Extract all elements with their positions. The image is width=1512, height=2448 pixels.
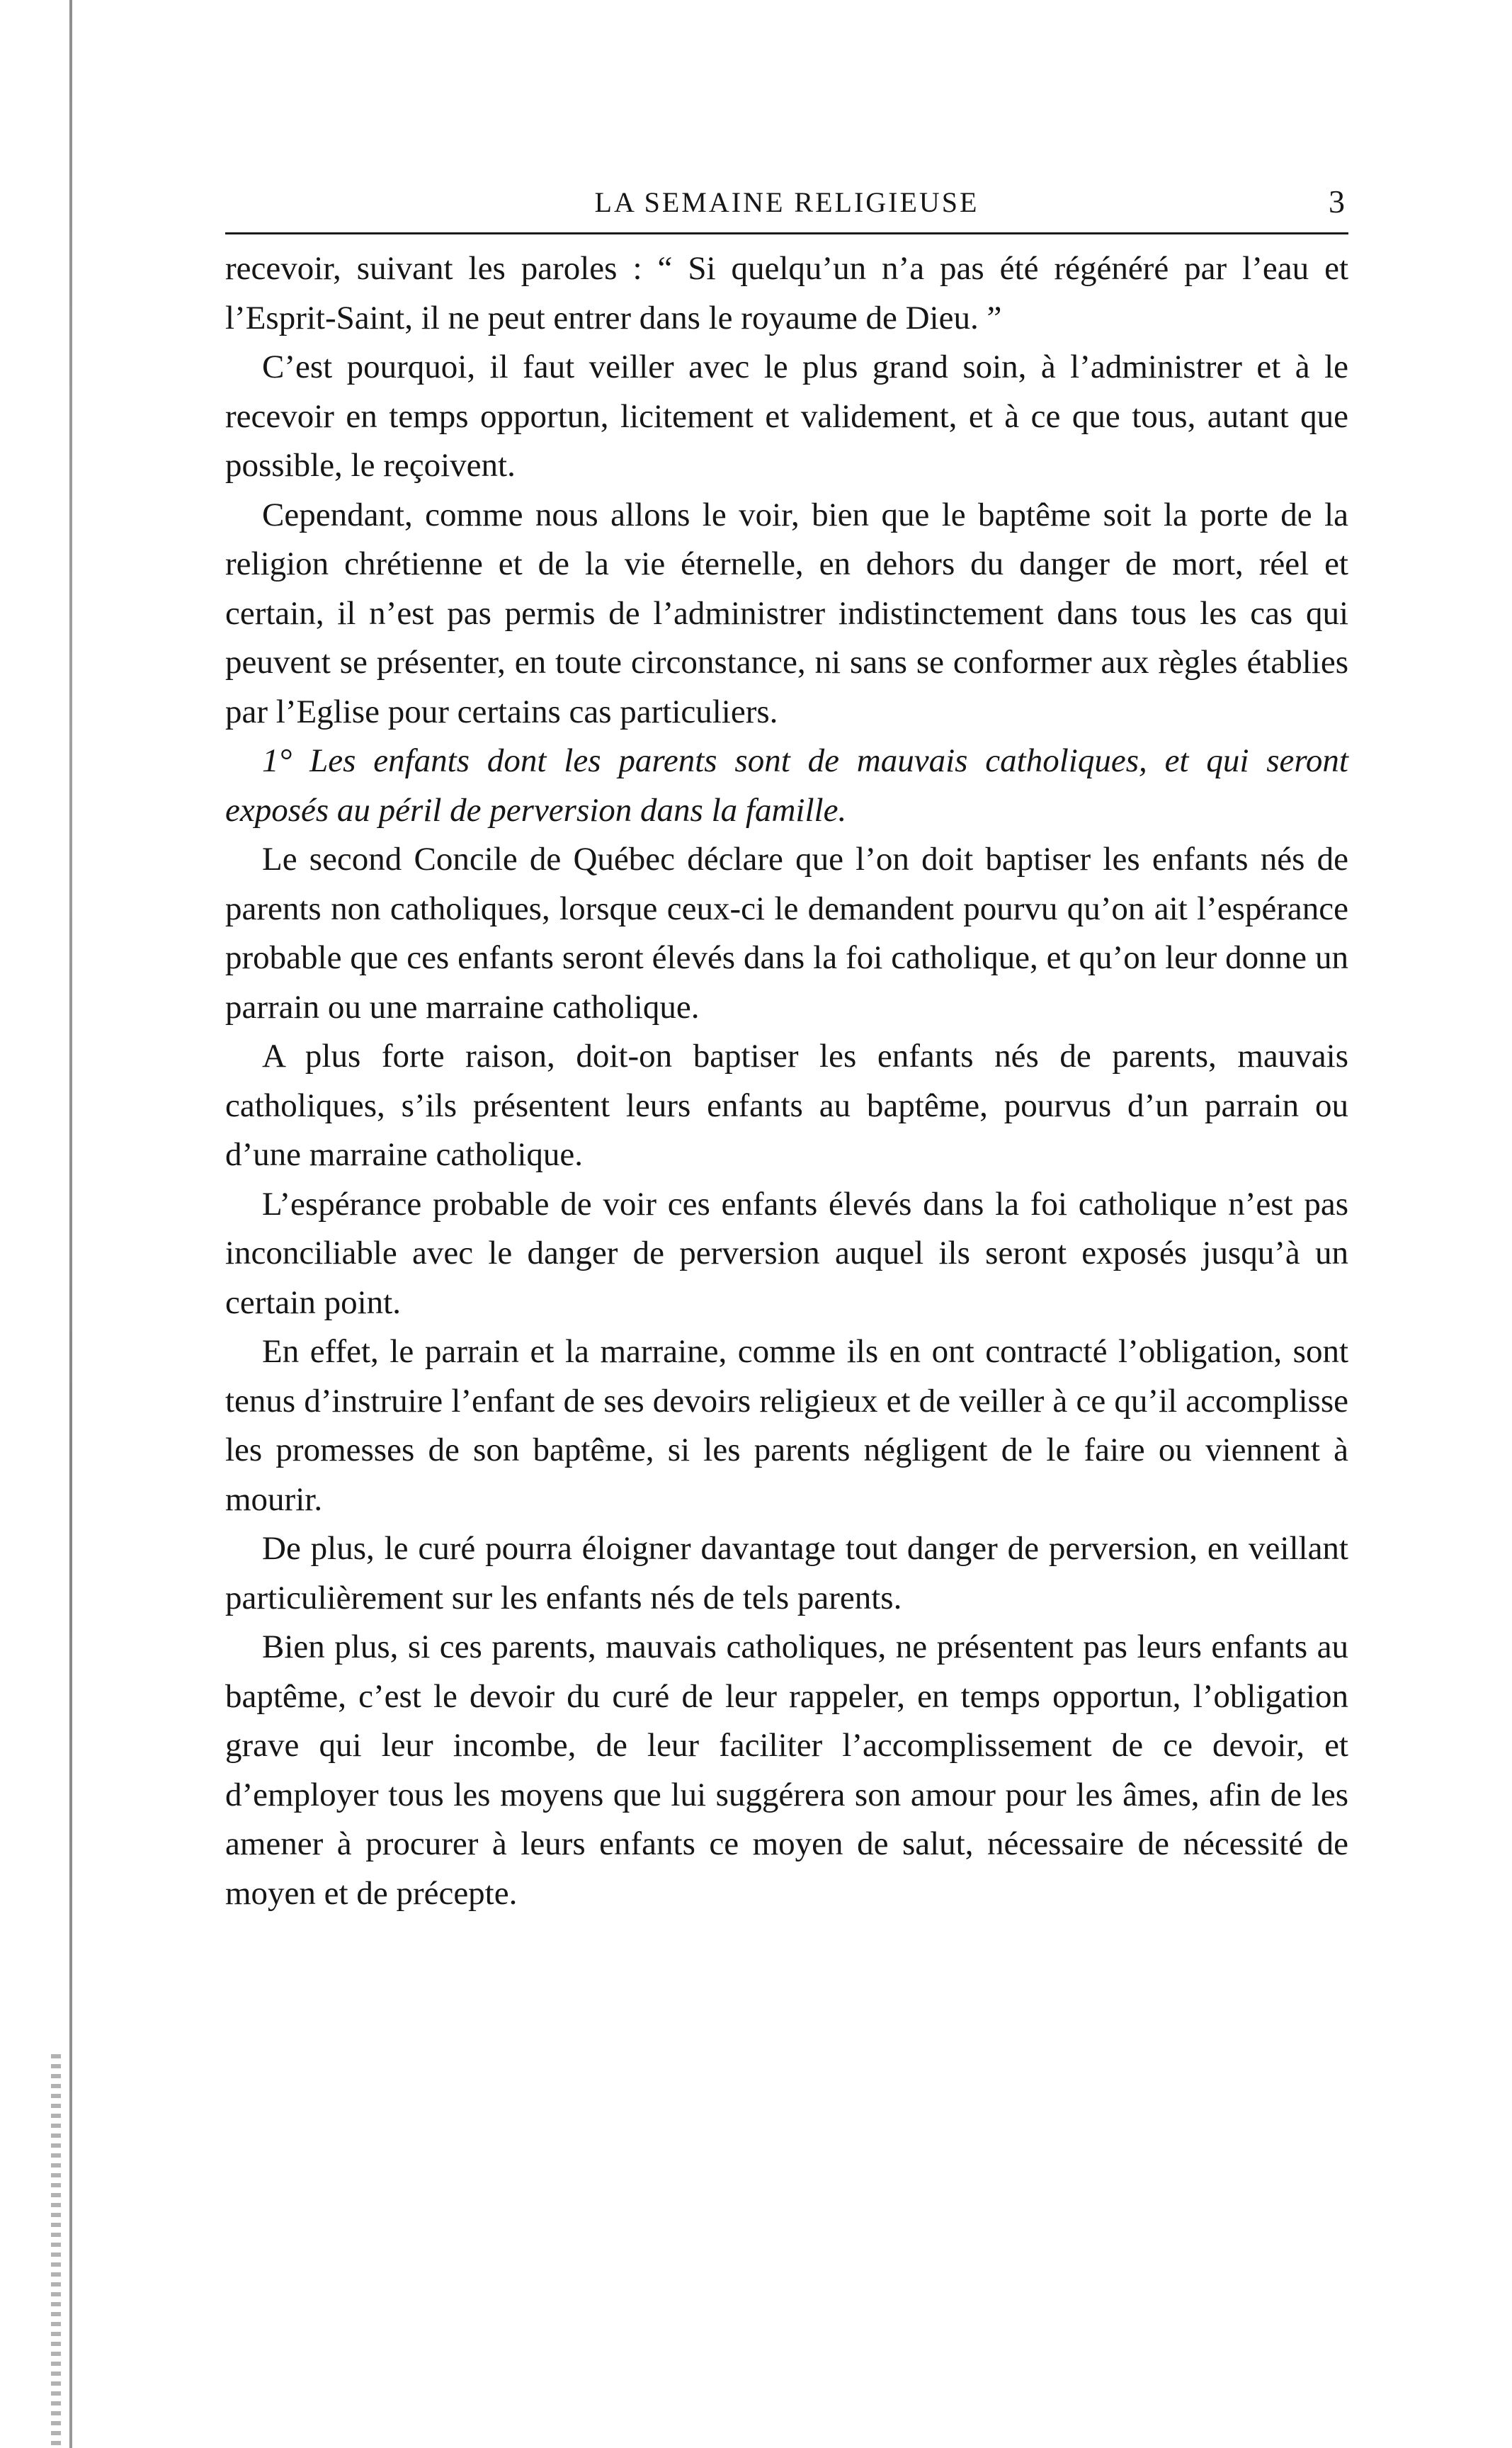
- paragraph: Cependant, comme nous allons le voir, bien que le baptême soit la porte de la religion chrétienne et de la vie éternelle, en dehors du danger de mort, réel et certain, il n’est pas permis de l’administrer indistinctement dans tous les cas qui peuvent se présenter, en toute circonstance, ni sans se conformer aux règles établies par l’Eglise pour certains cas particuliers.: [225, 496, 1348, 730]
- paragraph: Bien plus, si ces parents, mauvais catholiques, ne présentent pas leurs enfants au baptême, c’est le devoir du curé de leur rappeler, en temps opportun, l’obligation grave qui leur incombe, de leur faciliter l’accomplissement de ce devoir, et d’employer tous les moyens que lui suggérera son amour pour les âmes, afin de les amener à procurer à leurs enfants ce moyen de salut, nécessaire de nécessité de moyen et de précepte.: [225, 1628, 1348, 1912]
- paragraph: Le second Concile de Québec déclare que l’on doit baptiser les enfants nés de parents non catholiques, lorsque ceux-ci le demandent pourvu qu’on ait l’espérance probable que ces enfants seront élevés dans la foi catholique, et qu’on leur donne un parrain ou une marraine catholique.: [225, 841, 1348, 1026]
- paragraph: A plus forte raison, doit-on baptiser les enfants nés de parents, mauvais catholiques, s’ils présentent leurs enfants au baptême, pourvus d’un parrain ou d’une marraine catholique.: [225, 1038, 1348, 1173]
- header-rule: [225, 232, 1348, 234]
- page-body: [225, 244, 1348, 1918]
- paragraph-continuation: recevoir, suivant les paroles : “ Si quelqu’un n’a pas été régénéré par l’eau et l’Esprit-Saint, il ne peut entrer dans le royaume de Dieu. ”: [225, 250, 1348, 336]
- paragraph: C’est pourquoi, il faut veiller avec le plus grand soin, à l’administrer et à le recevoir en temps opportun, licitement et validement, et à ce que tous, autant que possible, le reçoivent.: [225, 348, 1348, 484]
- page-number: 3: [1329, 183, 1347, 220]
- paragraph: L’espérance probable de voir ces enfants élevés dans la foi catholique n’est pas inconciliable avec le danger de perversion auquel ils seront exposés jusqu’à un certain point.: [225, 1185, 1348, 1321]
- page-binding-edge: [69, 0, 72, 2448]
- running-head: [225, 177, 1348, 227]
- book-page: [225, 177, 1348, 1918]
- paragraph: En effet, le parrain et la marraine, comme ils en ont contracté l’obligation, sont tenus d’instruire l’enfant de ses devoirs religieux et de veiller à ce qu’il accomplisse les promesses de son baptême, si les parents négligent de le faire ou viennent à mourir.: [225, 1333, 1348, 1518]
- section-heading: 1° Les enfants dont les parents sont de mauvais catholiques, et qui seront exposés au péril de perversion dans la famille.: [225, 742, 1348, 829]
- page-binding-shadow: [51, 2054, 61, 2448]
- running-title: LA SEMAINE RELIGIEUSE: [594, 186, 979, 218]
- paragraph: De plus, le curé pourra éloigner davantage tout danger de perversion, en veillant particulièrement sur les enfants nés de tels parents.: [225, 1530, 1348, 1616]
